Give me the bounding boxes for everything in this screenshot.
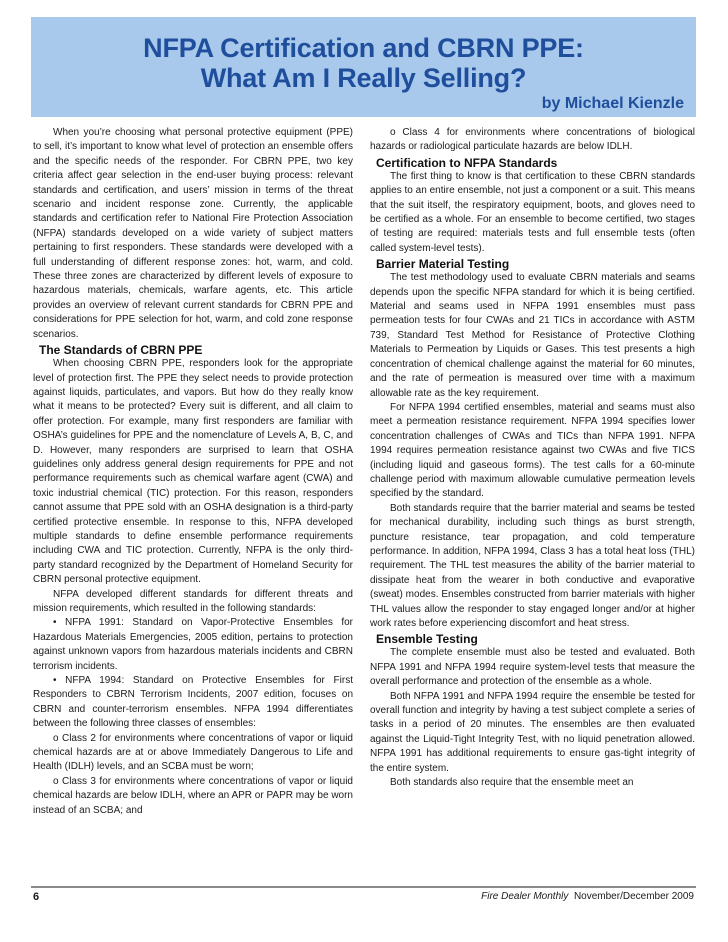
paragraph: Both standards require that the barrier material and seams be tested for mechanical durability, including such things as burst strength, puncture resistance, tear propagation, and cold temperature performance. In addition, NFPA 1994, Class 3 has a total heat loss (THL) requirement. The THL test measures the ability of the barrier material to dissipate heat from the wearer in both conductive and evaporative (sweat) modes. Ensembles constructed from barrier materials with higher THL values allow the responder to stay engaged longer and/or at higher work rates before experiencing discomfort and heat stress. (370, 502, 695, 629)
bullet-nfpa-1991: • NFPA 1991: Standard on Vapor-Protective Ensembles for Hazardous Materials Emergencies, 2005 edition, pertains to protection against unknown vapors from hazardous materials incidents and CBRN terrorism incidents. (33, 617, 353, 672)
footer-divider (31, 886, 696, 888)
paragraph: Both standards also require that the ensemble meet an (390, 777, 634, 789)
article-title-line1: NFPA Certification and CBRN PPE: (143, 33, 584, 63)
magazine-name: Fire Dealer Monthly (481, 891, 569, 902)
title-banner (31, 17, 696, 117)
issue-date: November/December 2009 (573, 891, 694, 902)
section-heading-standards: The Standards of CBRN PPE (39, 343, 203, 358)
sub-bullet-class-3: o Class 3 for environments where concentrations of vapor or liquid chemical hazards are below IDLH, where an APR or PAPR may be worn instead of an SCBA; and (33, 775, 353, 816)
paragraph: For NFPA 1994 certified ensembles, material and seams must also meet a permeation resistance requirement. NFPA 1994 specifies lower concentration challenges of CWAs and TICs than NFPA 1991. NFPA 1994 requires permeation resistance against two CWAs and five TICS (including liquid and gaseous forms). The test calls for a 60-minute challenge period with maximum allowable cumulative permeation levels specified by the standard. (370, 401, 695, 500)
intro-paragraph: When you’re choosing what personal protective equipment (PPE) to sell, it’s important to know what level of protection an ensemble offers and the specific needs of the responder. For CBRN PPE, two key criteria affect gear selection in the end-user buying process: relevant standards and certification, and users’ mission in terms of the threat scenario and incident response zone. Currently, the applicable standards and certification refer to National Fire Protection Association (NFPA) standards developed on a wide variety of subject matters pertaining to first responders. These standards were developed with a full understanding of different response zones: hot, warm, and cold. These three zones are characterized by different levels of exposure to hazardous materials, chemicals, warfare agents, etc. This article provides an overview of relevant current standards for CBRN PPE and considerations for PPE selection for hot, warm, and cold zone response scenarios. (33, 127, 353, 340)
page-number: 6 (33, 891, 40, 903)
paragraph: The test methodology used to evaluate CBRN materials and seams depends upon the specific NFPA standard for which it is being certified. Material and seams used in NFPA 1991 ensembles must pass permeation tests for four CWAs and 21 TICs in accordance with ASTM 739, Standard Test Method for Resistance of Protective Clothing Materials to Permeation by Liquids or Gases. This test presents a high concentration of chemical challenge against the material for 60 minutes, and the rate of permeation is measured over time with a maximum allowable rate as the key requirement. (370, 272, 695, 399)
paragraph: NFPA developed different standards for different threats and mission requirements, which resulted in the following standards: (33, 588, 353, 614)
byline: by Michael Kienzle (541, 95, 684, 112)
bullet-nfpa-1994: • NFPA 1994: Standard on Protective Ensembles for First Responders to CBRN Terrorism Incidents, 2007 edition, focuses on CBRN and counter-terrorism ensembles. NFPA 1994 differentiates between the following three classes of ensembles: (33, 675, 353, 730)
left-column (33, 126, 353, 818)
section-heading-barrier-testing: Barrier Material Testing (376, 257, 510, 272)
paragraph: The first thing to know is that certification to these CBRN standards applies to an entire ensemble, not just a component or a suit. This means that the suit itself, the respiratory equipment, boots, and gloves need to be certified as a whole. For an ensemble to become certified, two stages of testing are required: materials tests and full ensemble tests (often called system-level tests). (370, 170, 695, 254)
paragraph: When choosing CBRN PPE, responders look for the appropriate level of protection first. The PPE they select needs to provide protection against liquids, particulates, and vapors. But how do they really know what it means to be protected? Every suit is different, and all claim to offer protection. For example, many first responders are familiar with OSHA’s guidelines for PPE and the nomenclature of Levels A, B, C, and D. However, many responders are surprised to learn that OSHA guidelines only address general design requirements for PPE and not performance requirements such as chemical warfare agent (CWA) and toxic industrial chemical (TIC) protection. For this reason, responders cannot assume that PPE sold with an OSHA designation is a third-party certified protective ensemble. In response to this, NFPA developed multiple standards to define ensemble performance requirements including CWA and TIC protection. Currently, NFPA is the only third-party standard recognized by the Department of Homeland Security for CBRN personal protective equipment. (33, 358, 353, 586)
paragraph: The complete ensemble must also be tested and evaluated. Both NFPA 1991 and NFPA 1994 require system-level tests that measure the overall performance and protection of the ensemble as a whole. (370, 647, 695, 688)
sub-bullet-class-2: o Class 2 for environments where concentrations of vapor or liquid chemical hazards are at or above Immediately Dangerous to Life and Health (IDLH) levels, and an SCBA must be worn; (33, 732, 353, 773)
right-column (370, 126, 695, 790)
sub-bullet-class-4: o Class 4 for environments where concentrations of biological hazards or radiological particulate hazards are below IDLH. (370, 127, 695, 153)
paragraph: Both NFPA 1991 and NFPA 1994 require the ensemble be tested for overall function and integrity by having a test subject complete a series of tasks in a period of 20 minutes. The ensembles are then evaluated against the Liquid-Tight Integrity Test, with no liquid penetration allowed. NFPA 1991 has additional requirements to ensure gas-tight integrity of the entire system. (370, 690, 695, 774)
footer-publication (481, 891, 694, 902)
section-heading-ensemble-testing: Ensemble Testing (376, 632, 478, 647)
article-title-line2: What Am I Really Selling? (200, 63, 527, 93)
section-heading-certification: Certification to NFPA Standards (376, 155, 558, 170)
